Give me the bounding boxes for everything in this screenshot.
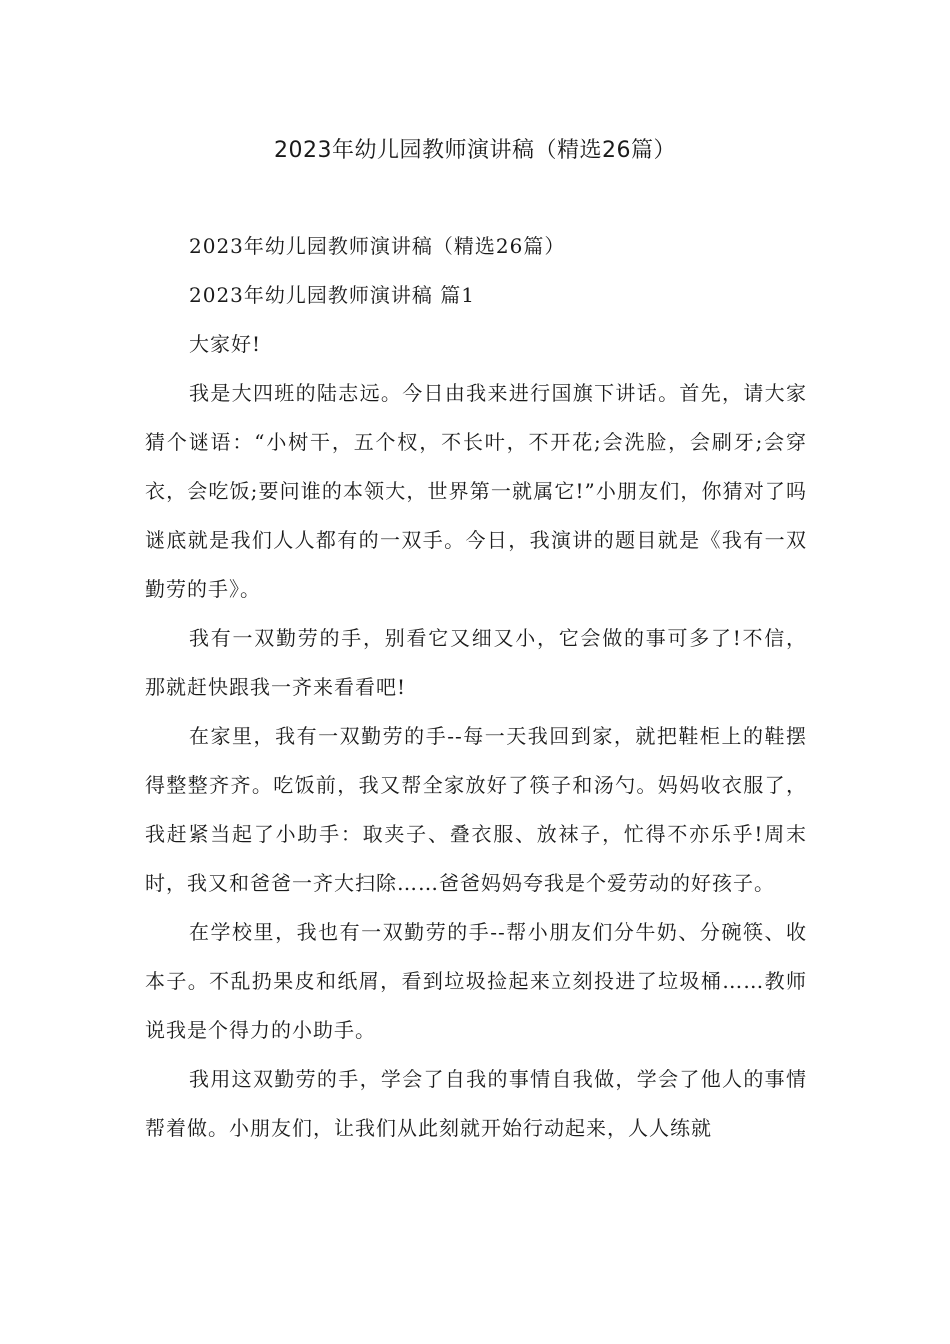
document-title: 2023年幼儿园教师演讲稿（精选26篇） <box>274 138 676 163</box>
paragraph-greeting: 大家好! <box>189 332 262 356</box>
paragraph: 在学校里，我也有一双勤劳的手--帮小朋友们分牛奶、分碗筷、收本子。不乱扔果皮和纸屑，看到垃圾捡起来立刻投进了垃圾桶……教师说我是个得力的小助手。 <box>145 920 807 1042</box>
document-body <box>145 222 807 1153</box>
paragraph: 我用这双勤劳的手，学会了自我的事情自我做，学会了他人的事情帮着做。小朋友们，让我们从此刻就开始行动起来，人人练就 <box>145 1067 807 1140</box>
paragraph: 我有一双勤劳的手，别看它又细又小，它会做的事可多了!不信，那就赶快跟我一齐来看看吧! <box>145 626 807 699</box>
paragraph: 我是大四班的陆志远。今日由我来进行国旗下讲话。首先，请大家猜个谜语：“小树干，五个杈，不长叶，不开花;会洗脸，会刷牙;会穿衣，会吃饭;要问谁的本领大，世界第一就属它!”小朋友们，你猜对了吗谜底就是我们人人都有的一双手。今日，我演讲的题目就是《我有一双勤劳的手》。 <box>145 381 807 601</box>
paragraph: 在家里，我有一双勤劳的手--每一天我回到家，就把鞋柜上的鞋摆得整整齐齐。吃饭前，我又帮全家放好了筷子和汤勺。妈妈收衣服了，我赶紧当起了小助手：取夹子、叠衣服、放袜子，忙得不亦乐乎!周末时，我又和爸爸一齐大扫除……爸爸妈妈夸我是个爱劳动的好孩子。 <box>145 724 807 895</box>
paragraph-subtitle: 2023年幼儿园教师演讲稿（精选26篇） <box>189 234 566 258</box>
paragraph-section-heading: 2023年幼儿园教师演讲稿 篇1 <box>189 283 475 307</box>
